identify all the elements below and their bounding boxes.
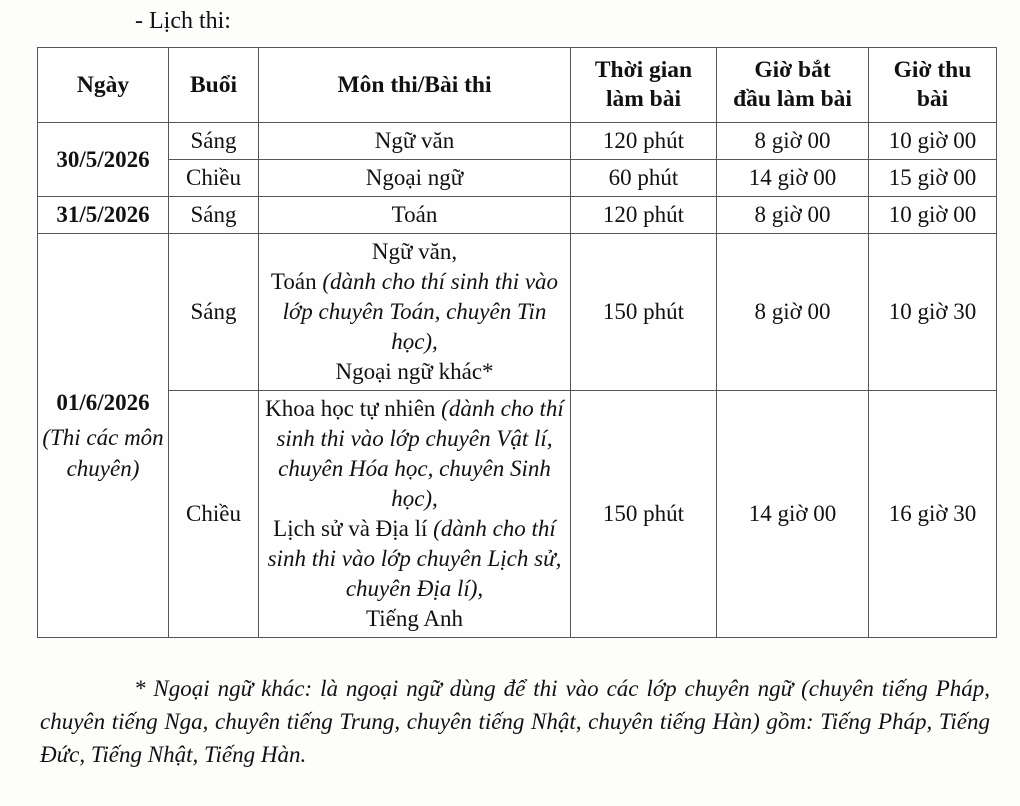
cell-duration	[571, 197, 717, 234]
column-header-duration-line2: làm bài	[605, 86, 682, 112]
subject-value: Khoa học tự nhiên	[265, 396, 442, 421]
date-value: 31/5/2026	[56, 202, 150, 227]
cell-duration	[571, 234, 717, 391]
session-value: Sáng	[190, 299, 237, 324]
column-header-end-line1: Giờ thu	[893, 57, 972, 83]
cell-duration	[571, 391, 717, 638]
cell-date	[38, 234, 169, 638]
session-value: Sáng	[190, 128, 237, 153]
column-header-duration	[571, 48, 717, 123]
session-value: Chiều	[186, 501, 241, 526]
table-row	[38, 234, 997, 391]
column-header-session	[169, 48, 259, 123]
cell-session	[169, 391, 259, 638]
cell-duration	[571, 160, 717, 197]
subject-value: Toán	[270, 269, 323, 294]
cell-duration	[571, 123, 717, 160]
cell-subject	[259, 197, 571, 234]
start-time-value: 8 giờ 00	[754, 299, 831, 324]
cell-subject	[259, 160, 571, 197]
cell-start-time	[717, 391, 869, 638]
cell-start-time	[717, 197, 869, 234]
subject-value: Ngữ văn,	[371, 239, 458, 264]
subject-value: Lịch sử và Địa lí	[273, 516, 434, 541]
subject-value: Ngoại ngữ khác*	[335, 359, 494, 384]
cell-end-time	[869, 160, 997, 197]
cell-start-time	[717, 234, 869, 391]
start-time-value: 8 giờ 00	[754, 128, 831, 153]
exam-schedule-table-wrapper	[37, 47, 996, 638]
cell-subject	[259, 123, 571, 160]
date-value: 01/6/2026	[56, 389, 150, 415]
column-header-subject	[259, 48, 571, 123]
table-row	[38, 123, 997, 160]
column-header-duration-line1: Thời gian	[594, 57, 693, 83]
cell-end-time	[869, 123, 997, 160]
subject-qualifier: (dành cho thí sinh thi vào lớp chuyên Lịch sử, chuyên Địa lí),	[267, 516, 562, 601]
cell-start-time	[717, 160, 869, 197]
session-value: Sáng	[190, 202, 237, 227]
duration-value: 60 phút	[608, 165, 679, 190]
column-header-date	[38, 48, 169, 123]
cell-session	[169, 197, 259, 234]
date-note: (Thi các môn chuyên)	[42, 424, 164, 481]
exam-schedule-table	[37, 47, 997, 638]
end-time-value: 10 giờ 00	[888, 128, 977, 153]
column-header-end-line2: bài	[916, 86, 949, 112]
table-body	[38, 123, 997, 638]
cell-start-time	[717, 123, 869, 160]
cell-session	[169, 160, 259, 197]
duration-value: 120 phút	[602, 128, 685, 153]
table-header-row	[38, 48, 997, 123]
start-time-value: 14 giờ 00	[748, 501, 837, 526]
duration-value: 150 phút	[602, 299, 685, 324]
column-header-subject-label: Môn thi/Bài thi	[337, 71, 492, 98]
table-row	[38, 160, 997, 197]
cell-subject	[259, 391, 571, 638]
date-value: 30/5/2026	[56, 146, 150, 172]
column-header-session-label: Buổi	[189, 71, 238, 98]
subject-qualifier: (dành cho thí sinh thi vào lớp chuyên Toán, chuyên Tin học),	[282, 269, 559, 354]
cell-end-time	[869, 197, 997, 234]
end-time-value: 15 giờ 00	[888, 165, 977, 190]
subject-value: Ngoại ngữ	[365, 165, 464, 190]
table-row	[38, 391, 997, 638]
session-value: Chiều	[186, 165, 241, 190]
subject-value: Toán	[391, 202, 438, 227]
footnote-other-foreign-language: * Ngoại ngữ khác: là ngoại ngữ dùng để thi vào các lớp chuyên ngữ (chuyên tiếng Pháp, chuyên tiếng Nga, chuyên tiếng Trung, chuyên tiếng Nhật, chuyên tiếng Hàn) gồm: Tiếng Pháp, Tiếng Đức, Tiếng Nhật, Tiếng Hàn.	[40, 676, 990, 767]
column-header-start-time	[717, 48, 869, 123]
start-time-value: 8 giờ 00	[754, 202, 831, 227]
table-row	[38, 197, 997, 234]
cell-date	[38, 197, 169, 234]
duration-value: 150 phút	[602, 501, 685, 526]
column-header-end-time	[869, 48, 997, 123]
cell-date	[38, 123, 169, 197]
cell-end-time	[869, 391, 997, 638]
subject-value: Ngữ văn	[374, 128, 455, 153]
schedule-intro-label: - Lịch thi:	[135, 8, 231, 34]
cell-session	[169, 123, 259, 160]
cell-end-time	[869, 234, 997, 391]
column-header-date-label: Ngày	[76, 71, 130, 98]
subject-qualifier: (dành cho thí sinh thi vào lớp chuyên Vật lí, chuyên Hóa học, chuyên Sinh học),	[276, 396, 564, 511]
end-time-value: 16 giờ 30	[888, 501, 977, 526]
duration-value: 120 phút	[602, 202, 685, 227]
column-header-start-line1: Giờ bắt	[754, 57, 831, 83]
end-time-value: 10 giờ 30	[888, 299, 977, 324]
cell-session	[169, 234, 259, 391]
end-time-value: 10 giờ 00	[888, 202, 977, 227]
subject-value: Tiếng Anh	[366, 606, 463, 631]
start-time-value: 14 giờ 00	[748, 165, 837, 190]
column-header-start-line2: đầu làm bài	[733, 86, 852, 112]
cell-subject	[259, 234, 571, 391]
